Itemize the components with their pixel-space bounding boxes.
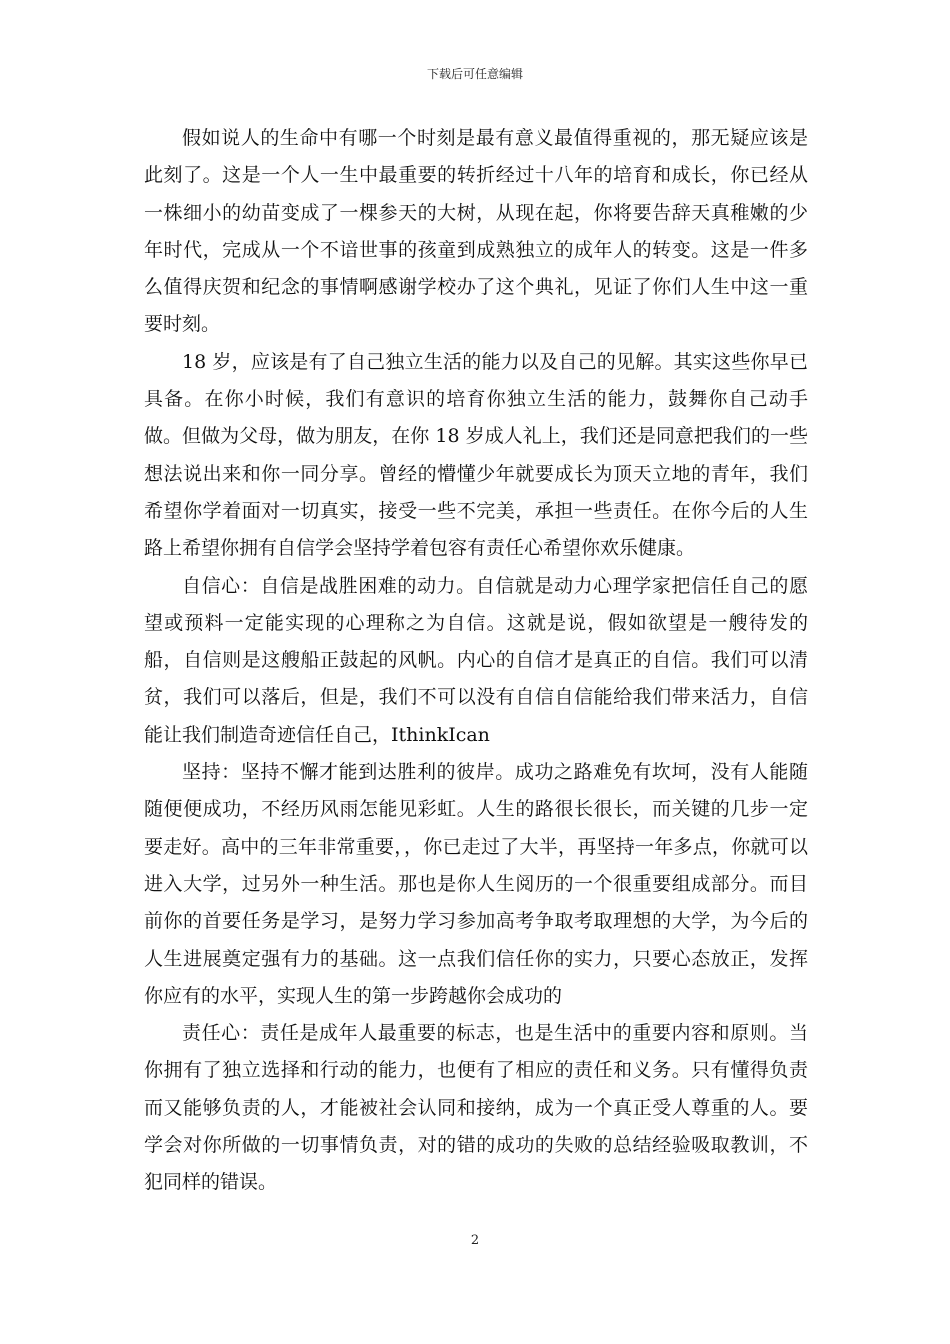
page-header: 下载后可任意编辑 [426,67,523,81]
document-body [144,120,808,1202]
paragraph-2: 18 岁，应该是有了自己独立生活的能力以及自己的见解。其实这些你早已具备。在你小时候，我们有意识的培育你独立生活的能力，鼓舞你自己动手做。但做为父母，做为朋友，在你 18 岁成人礼上，我们还是同意把我们的一些想法说出来和你一同分享。曾经的懵懂少年就要成长为顶天立地的青年，我们希望你学着面对一切真实，接受一些不完美，承担一些责任。在你今后的人生路上希望你拥有自信学会坚持学着包容有责任心希望你欢乐健康。 [144,350,808,560]
paragraph-4: 坚持：坚持不懈才能到达胜利的彼岸。成功之路难免有坎坷，没有人能随随便便成功，不经历风雨怎能见彩虹。人生的路很长很长，而关键的几步一定要走好。高中的三年非常重要，，你已走过了大半，再坚持一年多点，你就可以进入大学，过另外一种生活。那也是你人生阅历的一个很重要组成部分。而目前你的首要任务是学习，是努力学习参加高考争取考取理想的大学，为今后的人生进展奠定强有力的基础。这一点我们信任你的实力，只要心态放正，发挥你应有的水平，实现人生的第一步跨越你会成功的 [144,761,808,1007]
paragraph-1: 假如说人的生命中有哪一个时刻是最有意义最值得重视的，那无疑应该是此刻了。这是一个人一生中最重要的转折经过十八年的培育和成长，你已经从一株细小的幼苗变成了一棵参天的大树，从现在起，你将要告辞天真稚嫩的少年时代，完成从一个不谙世事的孩童到成熟独立的成年人的转变。这是一件多么值得庆贺和纪念的事情啊感谢学校办了这个典礼，见证了你们人生中这一重要时刻。 [144,127,808,336]
page-number: 2 [470,1233,480,1248]
paragraph-5: 责任心：责任是成年人最重要的标志，也是生活中的重要内容和原则。当你拥有了独立选择和行动的能力，也便有了相应的责任和义务。只有懂得负责而又能够负责的人，才能被社会认同和接纳，成为一个真正受人尊重的人。要学会对你所做的一切事情负责，对的错的成功的失败的总结经验吸取教训，不犯同样的错误。 [144,1022,808,1194]
paragraph-3: 自信心：自信是战胜困难的动力。自信就是动力心理学家把信任自己的愿望或预料一定能实现的心理称之为自信。这就是说，假如欲望是一艘待发的船，自信则是这艘船正鼓起的风帆。内心的自信才是真正的自信。我们可以清贫，我们可以落后，但是，我们不可以没有自信自信能给我们带来活力，自信能让我们制造奇迹信任自己，IthinkIcan [144,574,808,746]
